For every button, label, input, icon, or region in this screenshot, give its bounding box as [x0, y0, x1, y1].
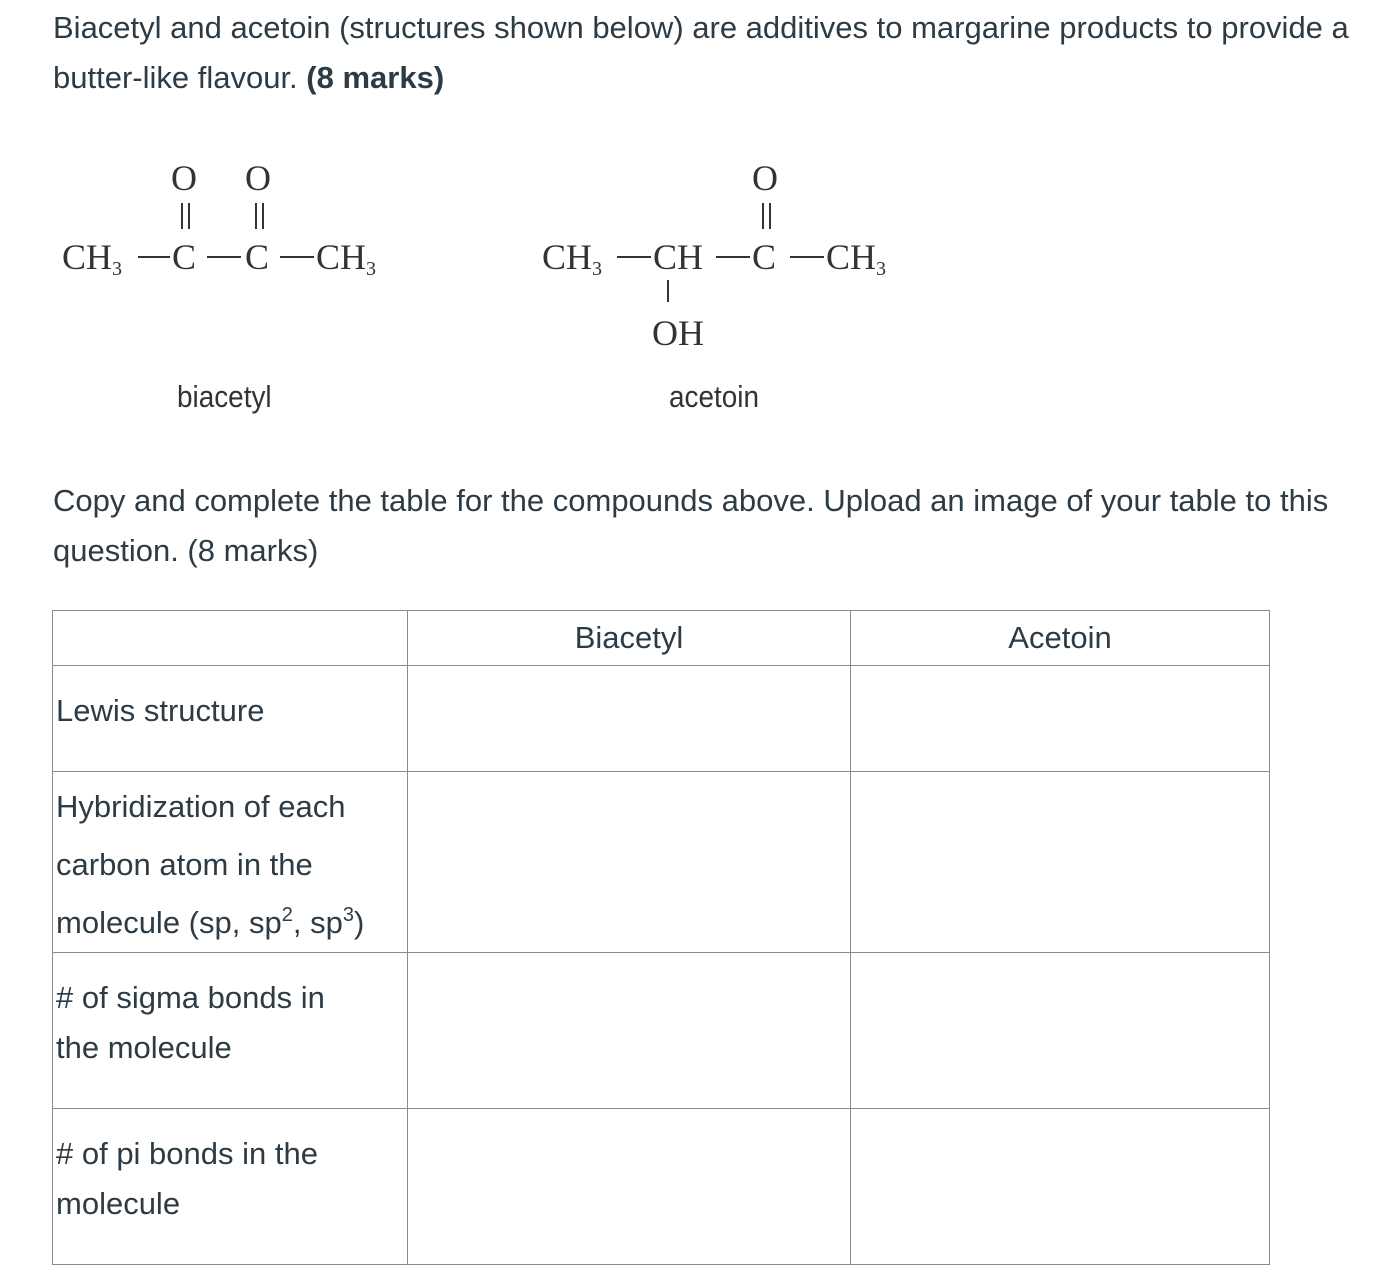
cell-biacetyl-sigma [408, 953, 851, 1109]
header-biacetyl: Biacetyl [408, 611, 851, 666]
biacetyl-oxygen-1: O [171, 158, 197, 198]
biacetyl-carbon-2: C [245, 237, 270, 277]
row-label-pi-bonds: # of pi bonds in the molecule [53, 1109, 408, 1265]
biacetyl-ch3-right: $CH_3$ [316, 237, 377, 280]
table-header-row [53, 611, 1270, 666]
table-row [53, 1109, 1270, 1265]
biacetyl-ch3-left: $CH_3$ [62, 237, 123, 280]
cell-acetoin-hybridization [851, 772, 1270, 953]
acetoin-ch: CH [653, 237, 704, 277]
acetoin-oh: OH [652, 313, 704, 353]
row-label-lewis-structure: Lewis structure [53, 666, 408, 772]
cell-biacetyl-lewis [408, 666, 851, 772]
biacetyl-carbon-1: C [172, 237, 197, 277]
cell-biacetyl-pi [408, 1109, 851, 1265]
instructions-paragraph: Copy and complete the table for the compounds above. Upload an image of your table to this question. (8 marks) [53, 483, 1329, 568]
cell-acetoin-sigma [851, 953, 1270, 1109]
table-row [53, 666, 1270, 772]
table-row [53, 953, 1270, 1109]
answer-table [52, 610, 1270, 1265]
acetoin-caption: acetoin [669, 379, 759, 414]
cell-biacetyl-hybridization [408, 772, 851, 953]
acetoin-oxygen: O [752, 158, 778, 198]
intro-marks: (8 marks) [306, 60, 445, 95]
acetoin-ch3-left: $CH_3$ [542, 237, 603, 280]
intro-text: Biacetyl and acetoin (structures shown below) are additives to margarine products to provide a butter-like flavour. [53, 10, 1349, 95]
row-label-hybridization: Hybridization of each carbon atom in the molecule (sp, $sp^2$, $sp^3$) [53, 772, 408, 953]
header-acetoin: Acetoin [851, 611, 1270, 666]
biacetyl-oxygen-2: O [245, 158, 271, 198]
cell-acetoin-pi [851, 1109, 1270, 1265]
header-empty-cell [53, 611, 408, 666]
cell-acetoin-lewis [851, 666, 1270, 772]
row-label-sigma-bonds: # of sigma bonds in the molecule [53, 953, 408, 1109]
acetoin-bonds [0, 0, 1398, 340]
acetoin-ch3-right: $CH_3$ [826, 237, 887, 280]
acetoin-carbon: C [752, 237, 777, 277]
table-row [53, 772, 1270, 953]
biacetyl-caption: biacetyl [177, 379, 272, 414]
